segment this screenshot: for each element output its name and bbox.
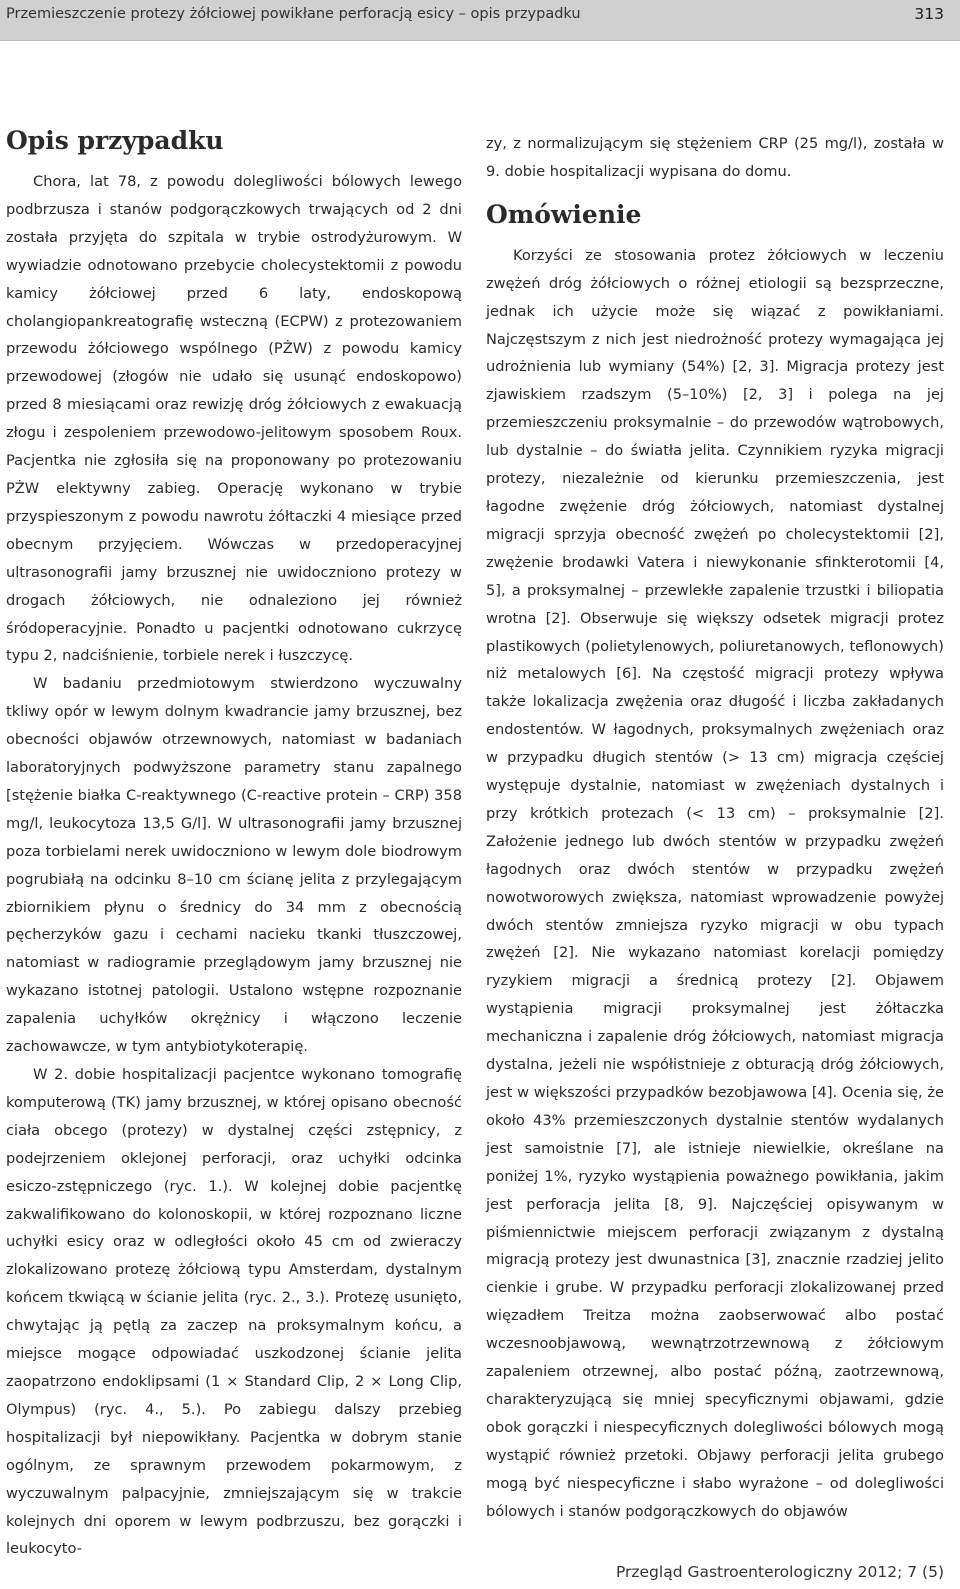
section-heading-case-report: Opis przypadku xyxy=(6,126,224,155)
paragraph: Korzyści ze stosowania protez żółciowych w leczeniu zwężeń dróg żółciowych o różnej etiologii są bezsprzeczne, jednak ich użycie może się wiązać z powikłaniami. Najczęstszym z nich jest niedrożność protezy wymagająca jej udrożnienia lub wymiany (54%) [2, 3]. Migracja protezy jest zjawiskiem rzadszym (5–10%) [2, 3] i polega na jej przemieszczeniu proksymalnie – do przewodów wątrobowych, lub dystalnie – do światła jelita. Czynnikiem ryzyka migracji protezy, niezależnie od kierunku przemieszczenia, jest łagodne zwężenie dróg żółciowych, natomiast dystalnej migracji sprzyja obecność zwężeń po cholecystektomii [2], zwężenie brodawki Vatera i niewykonanie sfinkterotomii [4, 5], a proksymalnej – przewlekłe zapalenie trzustki i biliopatia wrotna [2]. Obserwuje się większy odsetek migracji protez plastikowych (polietylenowych, poliuretanowych, teflonowych) niż metalowych [6]. Na częstość migracji protezy wpływa także lokalizacja zwężenia oraz długość i liczba zakładanych endostentów. W łagodnych, proksymalnych zwężeniach oraz w przypadku długich stentów (> 13 cm) migracja częściej występuje dystalnie, natomiast w zwężeniach dystalnych i przy krótkich protezach (< 13 cm) – proksymalnie [2]. Założenie jednego lub dwóch stentów w przypadku zwężeń łagodnych oraz dwóch stentów w przypadku zwężeń nowotworowych zwiększa, natomiast wprowadzenie powyżej dwóch stentów zmniejsza ryzyko migracji w obu typach zwężeń [2]. Nie wykazano natomiast korelacji pomiędzy ryzykiem migracji a średnicą protezy [2]. Objawem wystąpienia migracji proksymalnej jest żółtaczka mechaniczna i zapalenie dróg żółciowych, natomiast migracja dystalna, jeżeli nie współistnieje z obturacją dróg żółciowych, jest w większości przypadków bezobjawowa [4]. Ocenia się, że około 43% przemieszczonych dystalnie stentów wydalanych jest samoistnie [7], ale istnieje niewielkie, określane na poniżej 1%, ryzyko wystąpienia poważnego powikłania, jakim jest perforacja jelita [8, 9]. Najczęściej opisywanym w piśmiennictwie miejscem perforacji związanym z dystalną migracją protezy jest dwunastnica [3], znacznie rzadziej jelito cienkie i grube. W przypadku perforacji zlokalizowanej przed więzadłem Treitza można zaobserwować albo postać wczesnoobjawową, wewnątrzotrzewnową z żółciowym zapaleniem otrzewnej, albo postać późną, zaotrzewnową, charakteryzującą się mniej specyficznymi objawami, gdzie obok gorączki i niespecyficznych dolegliwości bólowych mogą wystąpić również przetoki. Objawy perforacji jelita grubego mogą być niespecyficzne i słabo wyrażone – od dolegliwości bólowych i stanów podgorączkowych do objawów xyxy=(486,246,944,1520)
section-heading-discussion: Omówienie xyxy=(486,199,642,229)
left-column xyxy=(6,116,462,1563)
running-title: Przemieszczenie protezy żółciowej powikłane perforacją esicy – opis przypadku xyxy=(6,6,581,22)
paragraph: Chora, lat 78, z powodu dolegliwości bólowych lewego podbrzusza i stanów podgorączkowych trwających od 2 dni została przyjęta do szpitala w trybie ostrodyżurowym. W wywiadzie odnotowano przebycie cholecystektomii z powodu kamicy żółciowej przed 6 laty, endoskopową cholangiopankreatografię wsteczną (ECPW) z protezowaniem przewodu żółciowego wspólnego (PŻW) z powodu kamicy przewodowej (złogów nie udało się usunąć endoskopowo) przed 8 miesiącami oraz rewizję dróg żółciowych z ewakuacją złogu i zespoleniem przewodowo-jelitowym sposobem Roux. Pacjentka nie zgłosiła się na proponowany po protezowaniu PŻW elektywny zabieg. Operację wykonano w trybie przyspieszonym z powodu nawrotu żółtaczki 4 miesiące przed obecnym przyjęciem. Wówczas w przedoperacyjnej ultrasonografii jamy brzusznej nie uwidoczniono protezy w drogach żółciowych, nie odnaleziono jej również śródoperacyjnie. Ponadto u pacjentki odnotowano cukrzycę typu 2, nadciśnienie, torbiele nerek i łuszczycę. xyxy=(6,173,462,665)
paragraph: W 2. dobie hospitalizacji pacjentce wykonano tomografię komputerową (TK) jamy brzusznej, w której opisano obecność ciała obcego (protezy) w dystalnej części zstępnicy, z podejrzeniem oklejonej perforacji, oraz uchyłki odcinka esiczo-zstępniczego (ryc. 1.). W kolejnej dobie pacjentkę zakwalifikowano do kolonoskopii, w której rozpoznano liczne uchyłki esicy oraz w odległości około 45 cm od zwieraczy zlokalizowano protezę żółciową typu Amsterdam, dystalnym końcem tkwiącą w ścianie jelita (ryc. 2., 3.). Protezę usunięto, chwytając ją pętlą za zaczep na proksymalnym końcu, a miejsce mogące odpowiadać uszkodzonej ścianie jelita zaopatrzono endoklipsami (1 × Standard Clip, 2 × Long Clip, Olympus) (ryc. 4., 5.). Po zabiegu dalszy przebieg hospitalizacji był niepowikłany. Pacjentka w dobrym stanie ogólnym, ze sprawnym przewodem pokarmowym, z wyczuwalnym palpacyjnie, zmniejszającym się w trakcie kolejnych dni oporem w lewym podbrzuszu, bez gorączki i leukocyto- xyxy=(6,1066,462,1558)
paragraph: W badaniu przedmiotowym stwierdzono wyczuwalny tkliwy opór w lewym dolnym kwadrancie jamy brzusznej, bez obecności objawów otrzewnowych, natomiast w badaniach laboratoryjnych podwyższone parametry stanu zapalnego [stężenie białka C-reaktywnego (C-reactive protein – CRP) 358 mg/l, leukocytoza 13,5 G/l]. W ultrasonografii jamy brzusznej poza torbielami nerek uwidoczniono w lewym dole biodrowym pogrubiałą na odcinku 8–10 cm ścianę jelita z przylegającym zbiornikiem płynu o średnicy do 34 mm z obecnością pęcherzyków gazu i cechami nacieku tkanki tłuszczowej, natomiast w radiogramie przeglądowym jamy brzusznej nie wykazano istotnej patologii. Ustalono wstępne rozpoznanie zapalenia uchyłków okrężnicy i włączono leczenie zachowawcze, w tym antybiotykoterapię. xyxy=(6,675,462,1056)
journal-footer: Przegląd Gastroenterologiczny 2012; 7 (5) xyxy=(615,1563,944,1581)
right-column xyxy=(486,130,944,1526)
page-number: 313 xyxy=(914,5,944,23)
running-header xyxy=(0,0,960,41)
paragraph-continuation: zy, z normalizującym się stężeniem CRP (25 mg/l), została w 9. dobie hospitalizacji wypisana do domu. xyxy=(486,135,944,180)
